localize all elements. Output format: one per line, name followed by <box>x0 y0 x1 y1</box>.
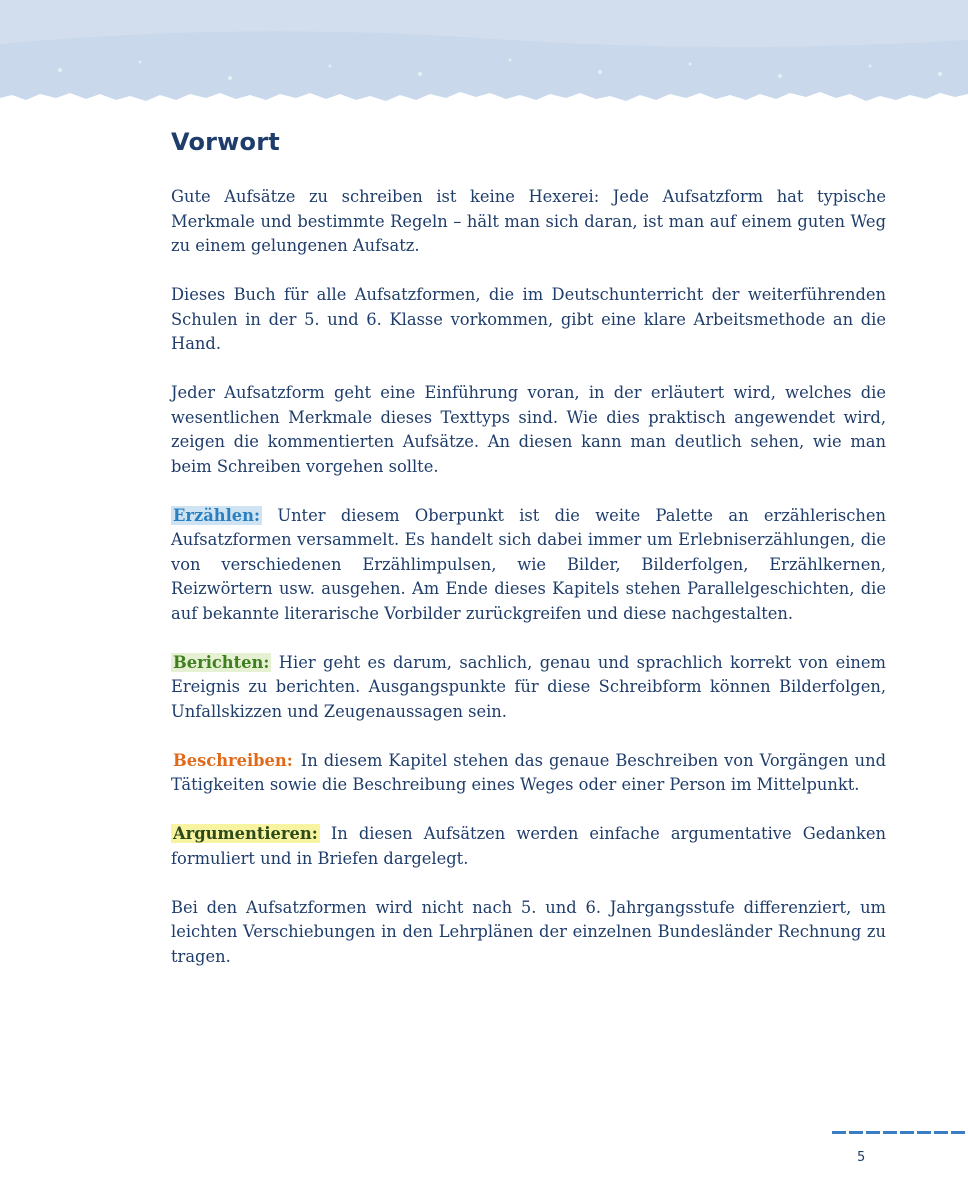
paragraph-beschreiben <box>171 749 886 798</box>
page-title: Vorwort <box>171 128 280 156</box>
paragraph-intro <box>171 185 886 259</box>
term-argumentieren: Argumentieren: <box>173 824 318 843</box>
preface-body <box>171 185 886 994</box>
paragraph-text: Unter diesem Oberpunkt ist die weite Palette an erzählerischen Aufsatzformen versammelt. Es handelt sich dabei immer um Erlebniserzählungen, die von verschiedenen Erzählimpulsen, wie Bilder, Bilderfolgen, Erzählkernen, Reizwörtern usw. ausgehen. Am Ende dieses Kapitels stehen Parallelgeschichten, die auf bekannte literarische Vorbilder zurückgreifen und diese nachgestalten. <box>171 505 886 623</box>
paragraph-berichten <box>171 651 886 725</box>
paragraph-book-purpose <box>171 283 886 357</box>
paragraph-structure <box>171 381 886 479</box>
paragraph-text: Hier geht es darum, sachlich, genau und sprachlich korrekt von einem Ereignis zu berichten. Ausgangspunkte für diese Schreibform können Bilderfolgen, Unfallskizzen und Zeugenaussagen sein. <box>171 652 886 721</box>
term-beschreiben: Beschreiben: <box>173 750 293 770</box>
paragraph-text: Jeder Aufsatzform geht eine Einführung voran, in der erläutert wird, welches die wesentlichen Merkmale dieses Texttyps sind. Wie dies praktisch angewendet wird, zeigen die kommentierten Aufsätze. An diesen kann man deutlich sehen, wie man beim Schreiben vorgehen sollte. <box>171 383 886 476</box>
paragraph-erzaehlen <box>171 504 886 627</box>
paragraph-text: Gute Aufsätze zu schreiben ist keine Hexerei: Jede Aufsatzform hat typische Merkmale und bestimmte Regeln – hält man sich daran, ist man auf einem guten Weg zu einem gelungenen Aufsatz. <box>171 187 886 255</box>
paragraph-text: Bei den Aufsatzformen wird nicht nach 5. und 6. Jahrgangsstufe differenziert, um leichten Verschiebungen in den Lehrplänen der einzelnen Bundesländer Rechnung zu tragen. <box>171 897 886 966</box>
page-number: 5 <box>857 1150 866 1165</box>
paragraph-argumentieren <box>171 822 886 871</box>
paragraph-closing <box>171 896 886 970</box>
header-band <box>0 0 968 110</box>
paragraph-text: Dieses Buch für alle Aufsatzformen, die im Deutschunterricht der weiterführenden Schulen in der 5. und 6. Klasse vorkommen, gibt eine klare Arbeitsmethode an die Hand. <box>171 285 886 353</box>
footer-dashed-rule <box>832 1131 968 1134</box>
paragraph-text: In diesem Kapitel stehen das genaue Beschreiben von Vorgängen und Tätigkeiten sowie die Beschreibung eines Weges oder einer Person im Mittelpunkt. <box>171 750 886 794</box>
paragraph-text: In diesen Aufsätzen werden einfache argumentative Gedanken formuliert und in Briefen dargelegt. <box>171 824 886 868</box>
term-berichten: Berichten: <box>173 652 270 672</box>
term-erzaehlen: Erzählen: <box>173 505 261 525</box>
